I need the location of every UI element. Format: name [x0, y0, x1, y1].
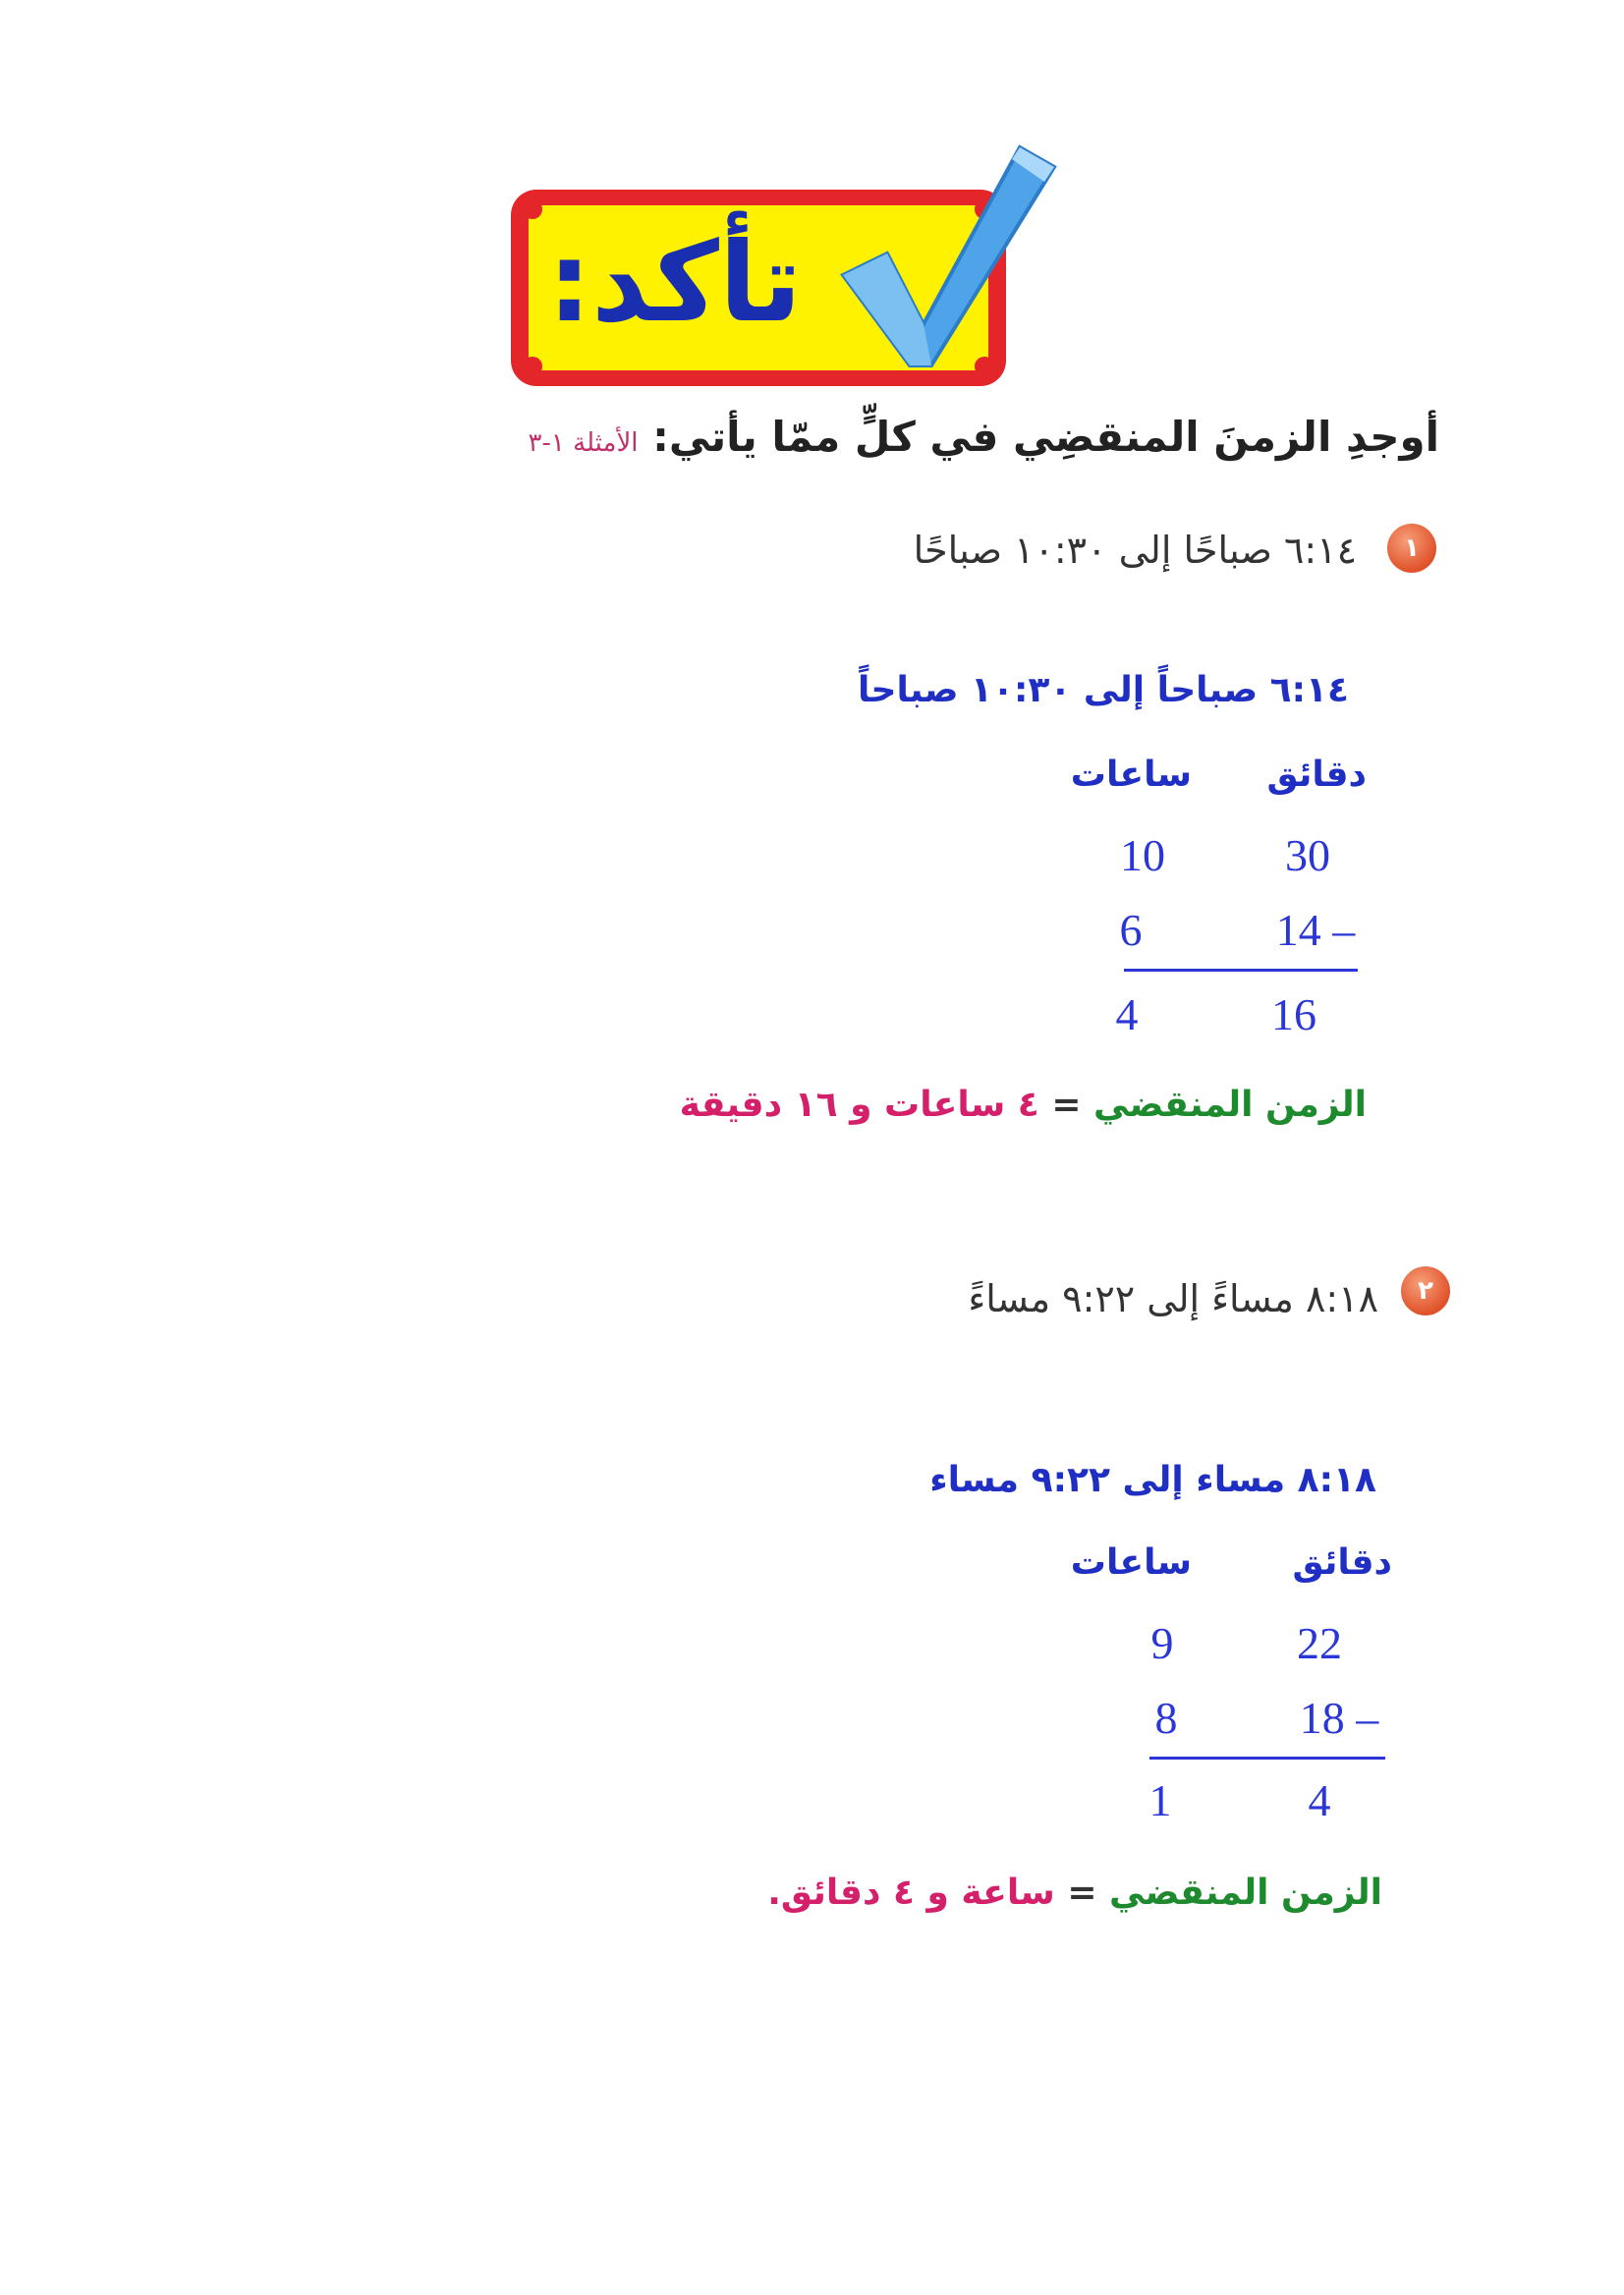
- problem-question: ٦:١٤ صباحًا إلى ١٠:٣٠ صباحًا: [913, 529, 1357, 572]
- result-value: ٤ ساعات و ١٦ دقيقة: [679, 1085, 1039, 1125]
- hours-result: 1: [1148, 1775, 1172, 1825]
- minutes-column-label: دقائق: [1292, 1542, 1392, 1583]
- equals-sign: =: [1051, 1085, 1082, 1125]
- problem-number-badge: ١: [1387, 524, 1436, 573]
- hours-value: 6: [1119, 905, 1143, 955]
- minutes-result: 16: [1271, 989, 1316, 1039]
- solution-heading: ٦:١٤ صباحاً إلى ١٠:٣٠ صباحاً: [858, 670, 1349, 710]
- minutes-column-label: دقائق: [1266, 755, 1367, 795]
- subtraction-line: [1149, 1757, 1385, 1760]
- result-label: الزمن المنقضي: [1109, 1873, 1382, 1913]
- result-value: ساعة و ٤ دقائق.: [767, 1873, 1055, 1913]
- result-label: الزمن المنقضي: [1093, 1085, 1367, 1125]
- hours-value: 8: [1154, 1693, 1178, 1743]
- minutes-value: 30: [1285, 830, 1330, 880]
- hours-result: 4: [1115, 989, 1139, 1039]
- hours-column-label: ساعات: [1070, 755, 1192, 795]
- solution-heading: ٨:١٨ مساء إلى ٩:٢٢ مساء: [929, 1460, 1376, 1500]
- elapsed-time-result: [680, 1085, 1367, 1125]
- equals-sign: =: [1067, 1873, 1097, 1913]
- hours-value: 9: [1150, 1618, 1174, 1668]
- minutes-value: 18 –: [1299, 1693, 1379, 1743]
- elapsed-time-result: [767, 1873, 1382, 1913]
- minutes-value: 22: [1297, 1618, 1342, 1668]
- instruction: [529, 413, 1439, 461]
- banner-corner: [523, 199, 542, 219]
- checkmark-icon: [833, 138, 1061, 373]
- banner-title: تأكد:: [547, 219, 802, 347]
- problem-question: ٨:١٨ مساءً إلى ٩:٢٢ مساءً: [968, 1277, 1378, 1320]
- banner-corner: [523, 357, 542, 376]
- problem-number-badge: ٢: [1401, 1266, 1450, 1315]
- examples-reference: الأمثلة ١-٣: [528, 428, 639, 458]
- hours-value: 10: [1120, 830, 1165, 880]
- subtraction-line: [1124, 969, 1358, 972]
- hours-column-label: ساعات: [1070, 1542, 1192, 1583]
- minutes-result: 4: [1308, 1775, 1331, 1825]
- instruction-text: أوجدِ الزمنَ المنقضِي في كلٍّ ممّا يأتي:: [652, 413, 1439, 461]
- minutes-value: 14 –: [1275, 905, 1356, 955]
